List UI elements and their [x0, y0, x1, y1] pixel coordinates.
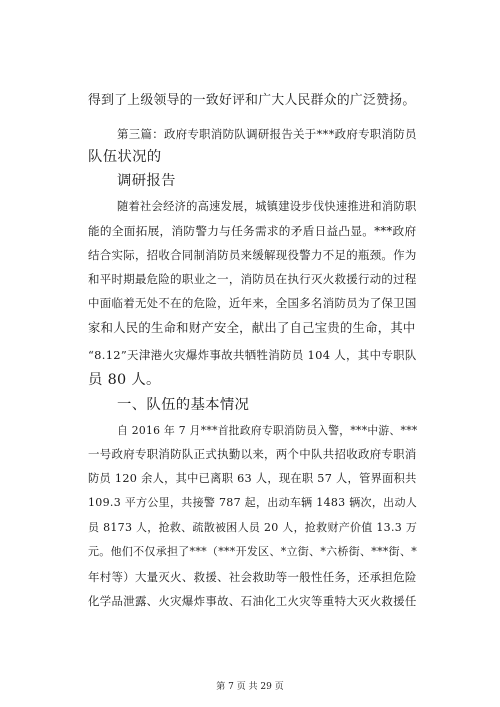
- paragraph-line: 员 8173 人，抢救、疏散被困人员 20 人，抢救财产价值 13.3 万: [88, 521, 418, 534]
- paragraph-line: 一号政府专职消防队正式执勤以来，两个中队共招收政府专职消: [88, 447, 417, 461]
- paragraph-line: 家和人民的生命和财产安全，献出了自己宝贵的生命，其中: [88, 321, 416, 335]
- section-heading-line: 队伍状况的: [88, 149, 162, 165]
- paragraph-line: 中面临着无处不在的危险，近年来，全国多名消防员为了保卫国: [88, 296, 417, 310]
- section-heading: 一、队伍的基本情况: [117, 397, 250, 413]
- paragraph-line: “8.12”天津港火灾爆炸事故共牺牲消防员 104 人，其中专职队: [88, 348, 417, 362]
- report-subtitle: 调研报告: [117, 173, 176, 189]
- paragraph-line: 和平时期最危险的职业之一，消防员在执行灭火救援行动的过程: [88, 272, 417, 286]
- page-number-footer: 第 7 页 共 29 页: [216, 682, 284, 692]
- section-heading-line: 第三篇：政府专职消防队调研报告关于***政府专职消防员: [117, 127, 417, 141]
- paragraph-line: 员 80 人。: [88, 372, 161, 388]
- paragraph-line: 元。他们不仅承担了***（***开发区、*立街、*六桥街、***街、*: [88, 545, 418, 558]
- paragraph-line: 防员 120 余人，其中已离职 63 人，现在职 57 人，管界面积共: [88, 472, 417, 485]
- paragraph-line: 自 2016 年 7 月***首批政府专职消防员入警，***中游、***: [117, 424, 418, 437]
- paragraph-line: 能的全面拓展，消防警力与任务需求的矛盾日益凸显。***政府: [88, 224, 417, 238]
- paragraph-line: 随着社会经济的高速发展，城镇建设步伐快速推进和消防职: [117, 200, 417, 213]
- paragraph-line: 结合实际，招收合同制消防员来缓解现役警力不足的瓶颈。作为: [88, 248, 417, 262]
- paragraph-line: 109.3 平方公里，共接警 787 起，出动车辆 1483 辆次，出动人: [88, 496, 418, 509]
- paragraph-line: 化学品泄露、火灾爆炸事故、石油化工火灾等重特大灭火救援任: [88, 594, 417, 608]
- paragraph-line: 年村等）大量灭火、救援、社会救助等一般性任务，还承担危险: [88, 570, 417, 584]
- paragraph-line: 得到了上级领导的一致好评和广大人民群众的广泛赞扬。: [88, 93, 416, 108]
